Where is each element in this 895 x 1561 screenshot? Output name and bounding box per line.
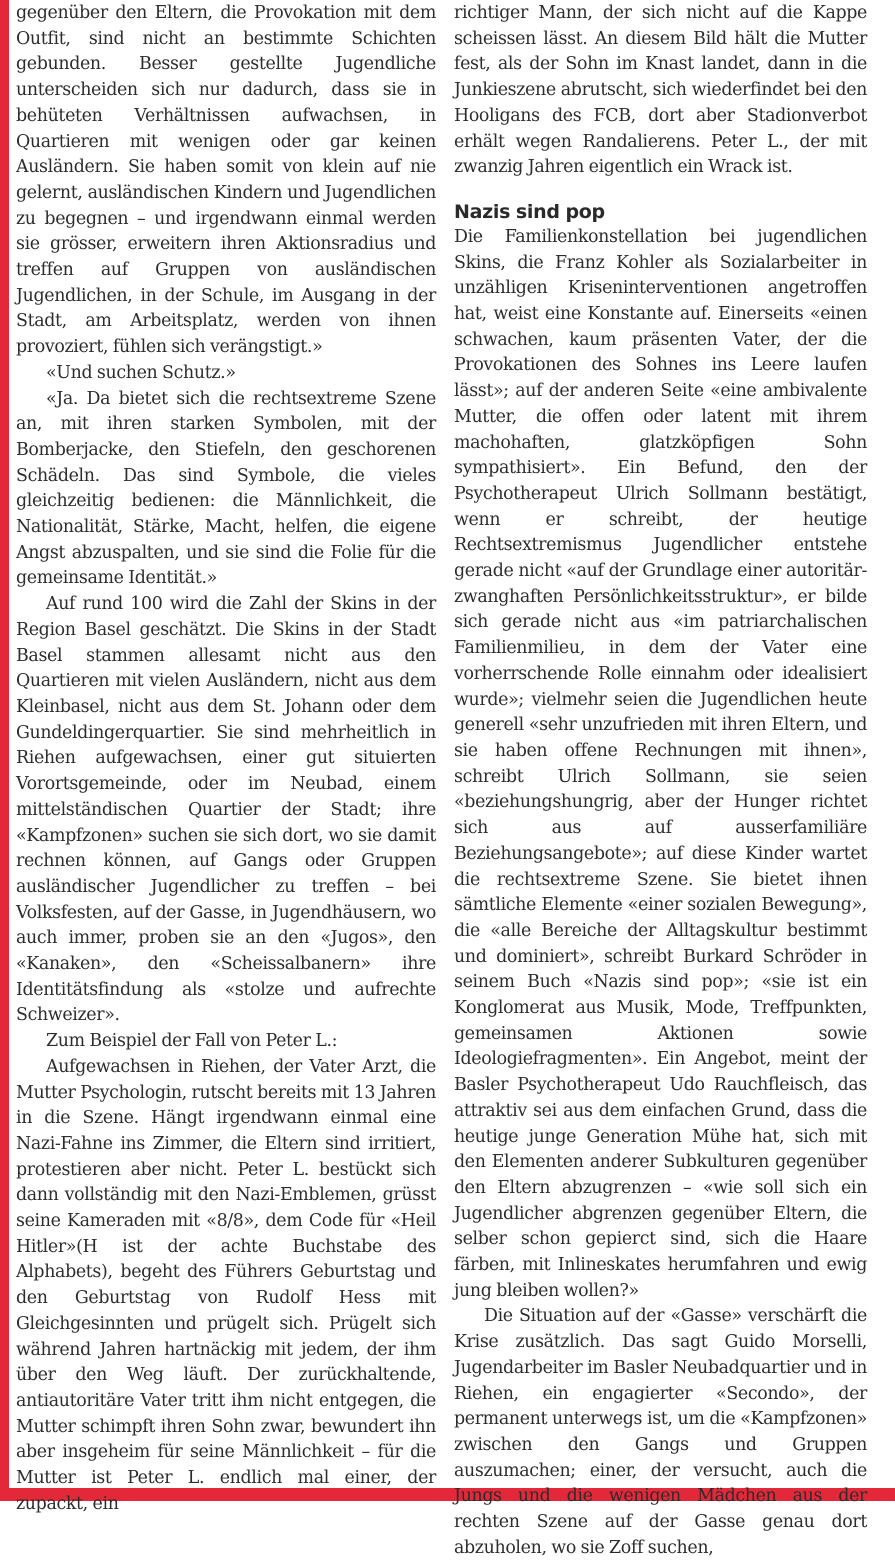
- section-heading: Nazis sind pop: [454, 200, 605, 223]
- page-border-left: [0, 0, 9, 1501]
- paragraph: richtiger Mann, der sich nicht auf die Kappe scheissen lässt. An diesem Bild hält die Mutter fest, als der Sohn im Knast landet, dann in die Junkieszene abrutscht, sich wiederfindet bei den Hooligans des FCB, dort aber Stadionverbot erhält wegen Randalierens. Peter L., der mit zwanzig Jahren eigentlich ein Wrack ist.: [454, 3, 867, 178]
- paragraph: Aufgewachsen in Riehen, der Vater Arzt, die Mutter Psychologin, rutscht bereits mit 13 Jahren in die Szene. Hängt irgendwann einmal eine Nazi-Fahne ins Zimmer, die Eltern sind irritiert, protestieren aber nicht. Peter L. bestückt sich dann vollständig mit den Nazi-Emblemen, grüsst seine Kameraden mit «8/8», dem Code für «Heil Hitler»(H ist der achte Buchstabe des Alphabets), begeht des Führers Geburtstag und den Geburtstag von Rudolf Hess mit Gleichgesinnten und prügelt sich. Prügelt sich während Jahren hartnäckig mit jedem, der ihm über den Weg läuft. Der zurückhaltende, antiautoritäre Vater tritt ihm nicht entgegen, die Mutter schimpft ihren Sohn zwar, bewundert ihn aber insgeheim für seine Männlichkeit – für die Mutter ist Peter L. endlich mal einer, der zupackt, ein: [16, 1056, 436, 1514]
- paragraph: Die Familienkonstellation bei jugendlichen Skins, die Franz Kohler als Sozialarbeiter in unzähligen Kriseninterventionen angetroffen hat, weist eine Konstante auf. Einerseits «einen schwachen, kaum präsenten Vater, der die Provokationen des Sohnes ins Leere laufen lässt»; auf der anderen Seite «eine ambivalente Mutter, die offen oder latent mit ihrem machohaften, glatzköpfigen Sohn sympathisiert». Ein Befund, den der Psychotherapeut Ulrich Sollmann bestätigt, wenn er schreibt, der heutige Rechtsextremismus Jugendlicher entstehe gerade nicht «auf der Grundlage einer autoritär-zwanghaften Persönlichkeitsstruktur», er bilde sich gerade nicht aus «im patriarchalischen Familienmilieu, in dem der Vater eine vorherrschende Rolle einnahm oder idealisiert wurde»; vielmehr seien die Jugendlichen heute generell «sehr unzufrieden mit ihren Eltern, und sie haben offene Rechnungen mit ihnen», schreibt Ulrich Sollmann, sie seien «beziehungshungrig, aber der Hunger richtet sich aus auf ausserfamiliäre Beziehungsangebote»; auf diese Kinder wartet die rechtsextreme Szene. Sie bietet ihnen sämtliche Elemente «einer sozialen Bewegung», die «alle Bereiche der Alltagskultur bestimmt und dominiert», schreibt Burkard Schröder in seinem Buch «Nazis sind pop»; «sie ist ein Konglomerat aus Musik, Mode, Treffpunkten, gemeinsamen Aktionen sowie Ideologiefragmenten». Ein Angebot, meint der Basler Psychotherapeut Udo Rauchfleisch, das attraktiv sei aus dem einfachen Grund, dass die heutige junge Generation Mühe hat, sich mit den Elementen anderer Subkulturen gegenüber den Eltern abzugrenzen – «wie soll sich ein Jugendlicher abgrenzen gegenüber Eltern, die selber schon gepierct sind, sich die Haare färben, mit Inlineskates herumfahren und ewig jung bleiben wollen?»: [454, 226, 867, 1301]
- paragraph: gegenüber den Eltern, die Provokation mit dem Outfit, sind nicht an bestimmte Schichten gebunden. Besser gestellte Jugendliche unterscheiden sich nur dadurch, dass sie in behüteten Verhältnissen aufwachsen, in Quartieren mit wenigen oder gar keinen Ausländern. Sie haben somit von klein auf nie gelernt, ausländischen Kindern und Jugendlichen zu begegnen – und irgendwann einmal werden sie grösser, erweitern ihren Aktionsradius und treffen auf Gruppen von ausländischen Jugendlichen, in der Schule, im Ausgang in der Stadt, am Arbeitsplatz, werden von ihnen provoziert, fühlen sich verängstigt.»: [16, 3, 436, 358]
- paragraph: Auf rund 100 wird die Zahl der Skins in der Region Basel geschätzt. Die Skins in der Stadt Basel stammen allesamt nicht aus den Quartieren mit vielen Ausländern, nicht aus dem Kleinbasel, nicht aus dem St. Johann oder dem Gundeldingerquartier. Sie sind mehrheitlich in Riehen aufgewachsen, einer gut situierten Vorortsgemeinde, oder im Neubad, einem mittelständischen Quartier der Stadt; ihre «Kampfzonen» suchen sie sich dort, wo sie damit rechnen können, auf Gangs oder Gruppen ausländischer Jugendlicher zu treffen – bei Volksfesten, auf der Gasse, in Jugendhäusern, wo auch immer, proben sie an den «Jugos», den «Kanaken», den «Scheissalbanern» ihre Identitätsfindung als «stolze und aufrechte Schweizer».: [16, 594, 436, 1026]
- paragraph: Zum Beispiel der Fall von Peter L.:: [46, 1031, 338, 1052]
- paragraph: «Und suchen Schutz.»: [46, 362, 236, 383]
- paragraph: Die Situation auf der «Gasse» verschärft die Krise zusätzlich. Das sagt Guido Morselli, Jugendarbeiter im Basler Neubadquartier und in Riehen, ein engagierter «Secondo», der permanent unterwegs ist, um die «Kampfzonen» zwischen den Gangs und Gruppen auszumachen; einer, der versucht, auch die Jungs und die wenigen Mädchen aus der rechten Szene auf der Gasse genau dort abzuholen, wo sie Zoff suchen,: [454, 1306, 867, 1558]
- right-text-column: [454, 1, 867, 1561]
- paragraph: «Ja. Da bietet sich die rechtsextreme Szene an, mit ihren starken Symbolen, mit der Bomberjacke, den Stiefeln, den geschorenen Schädeln. Das sind Symbole, die vieles gleichzeitig bedienen: die Männlichkeit, die Nationalität, Stärke, Macht, helfen, die eigene Angst abzuspalten, und sie sind die Folie für die gemeinsame Identität.»: [16, 388, 436, 589]
- left-text-column: [16, 1, 436, 1517]
